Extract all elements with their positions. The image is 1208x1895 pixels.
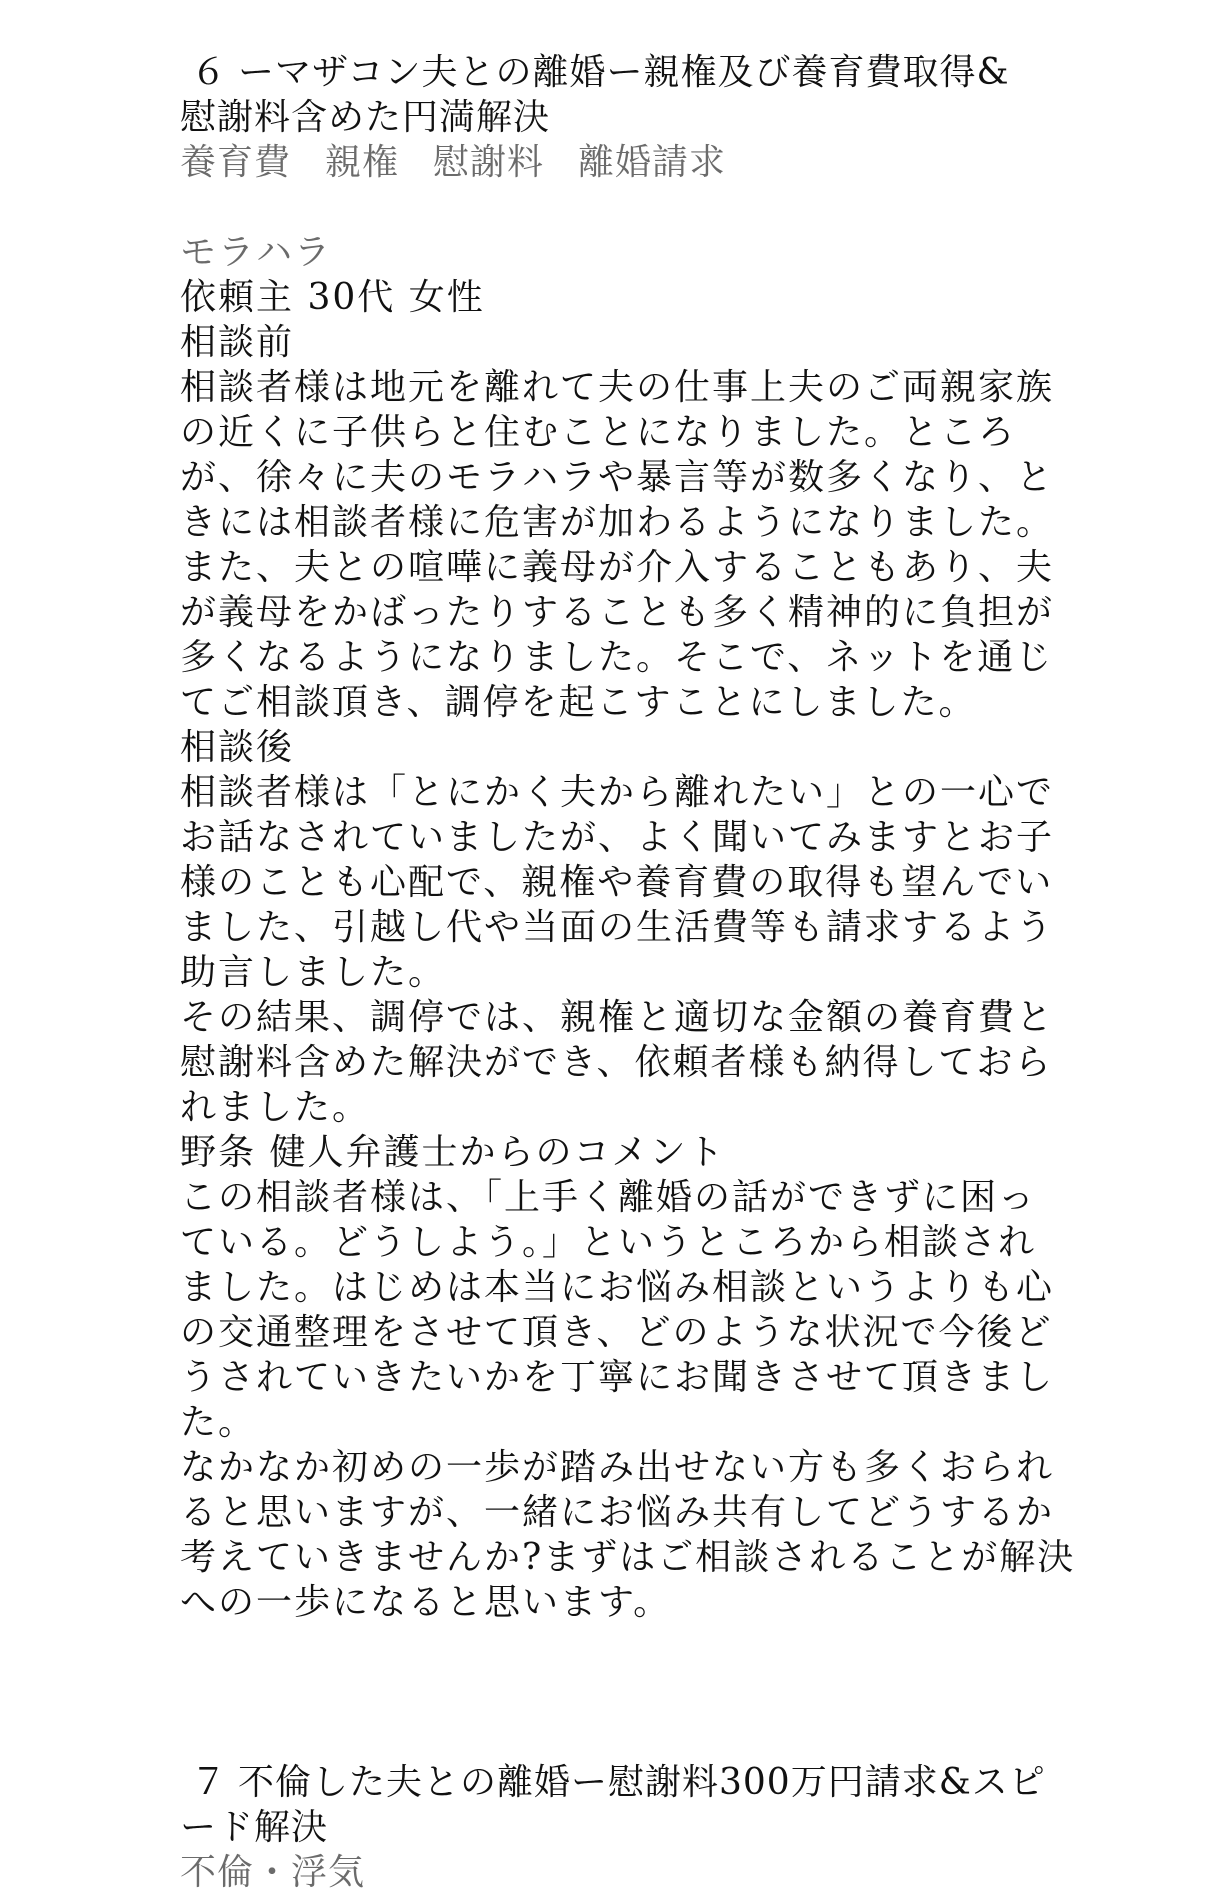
case-6-comment-body [180,1175,1080,1625]
case-6-tag: 親権 [325,142,400,183]
case-6-category: モラハラ [180,232,333,273]
text-line: ている。どうしよう。」というところから相談され [180,1222,1037,1263]
case-7-title-text: 不倫した夫との離婚ー慰謝料300万円請求&スピ [238,1762,1046,1803]
case-6-before-heading: 相談前 [180,322,295,363]
case-6-title-line-2: 慰謝料含めた円満解決 [180,97,551,138]
text-line: の近くに子供らと住むことになりました。ところ [180,412,1017,453]
text-line: ました、引越し代や当面の生活費等も請求するよう [180,907,1055,948]
text-line: が、徐々に夫のモラハラや暴言等が数多くなり、と [180,457,1055,498]
case-6-after-body [180,770,1080,1130]
case-7-number: ７ [190,1762,228,1803]
text-line: の交通整理をさせて頂き、どのような状況で今後ど [180,1312,1053,1353]
case-6-title-line-1 [180,50,1080,95]
case-6-number: ６ [190,52,228,93]
case-7-title-line-1 [180,1760,1080,1805]
text-line: 慰謝料含めた解決ができ、依頼者様も納得しておら [180,1042,1053,1083]
text-line: 考えていきませんか?まずはご相談されることが解決 [180,1537,1076,1578]
text-line: が義母をかばったりすることも多く精神的に負担が [180,592,1055,633]
text-line: 相談者様は「とにかく夫から離れたい」との一心で [180,772,1055,813]
case-6-tag: 離婚請求 [578,142,727,183]
text-line: た。 [180,1402,257,1443]
text-line: この相談者様は、「上手く離婚の話ができずに困っ [180,1177,1037,1218]
text-line: 助言しました。 [180,952,447,993]
text-line: また、夫との喧嘩に義母が介入することもあり、夫 [180,547,1055,588]
case-7-title-line-2: ード解決 [180,1807,329,1848]
text-line: てご相談頂き、調停を起こすことにしました。 [180,682,977,723]
case-6 [180,50,1080,1625]
case-6-tag: 慰謝料 [433,142,545,183]
text-line: 相談者様は地元を離れて夫の仕事上夫のご両親家族 [180,367,1055,408]
text-line: ました。はじめは本当にお悩み相談というよりも心 [180,1267,1055,1308]
case-6-comment-heading: 野条 健人弁護士からのコメント [180,1132,726,1173]
text-line: 様のことも心配で、親権や養育費の取得も望んでい [180,862,1054,903]
text-line: 多くなるようになりました。そこで、ネットを通じ [180,637,1054,678]
case-6-title-text: ーマザコン夫との離婚ー親権及び養育費取得& [238,52,1010,93]
case-6-tags [180,140,1080,185]
text-line: への一歩になると思います。 [180,1582,672,1623]
text-line: その結果、調停では、親権と適切な金額の養育費と [180,997,1055,1038]
case-7-tags [180,1850,1080,1895]
text-line: れました。 [180,1087,371,1128]
document-page [180,50,1080,1895]
case-6-tag: 養育費 [180,142,292,183]
text-line: うされていきたいかを丁寧にお聞きさせて頂きまし [180,1357,1055,1398]
text-line: なかなか初めの一歩が踏み出せない方も多くおられ [180,1447,1055,1488]
case-7 [180,1760,1080,1895]
text-line: きには相談者様に危害が加わるようになりました。 [180,502,1055,543]
case-7-tag: 不倫・浮気 [180,1852,366,1893]
case-6-after-heading: 相談後 [180,727,295,768]
case-6-client: 依頼主 30代 女性 [180,277,485,318]
text-line: ると思いますが、一緒にお悩み共有してどうするか [180,1492,1055,1533]
text-line: お話なされていましたが、よく聞いてみますとお子 [180,817,1055,858]
case-6-before-body [180,365,1080,725]
